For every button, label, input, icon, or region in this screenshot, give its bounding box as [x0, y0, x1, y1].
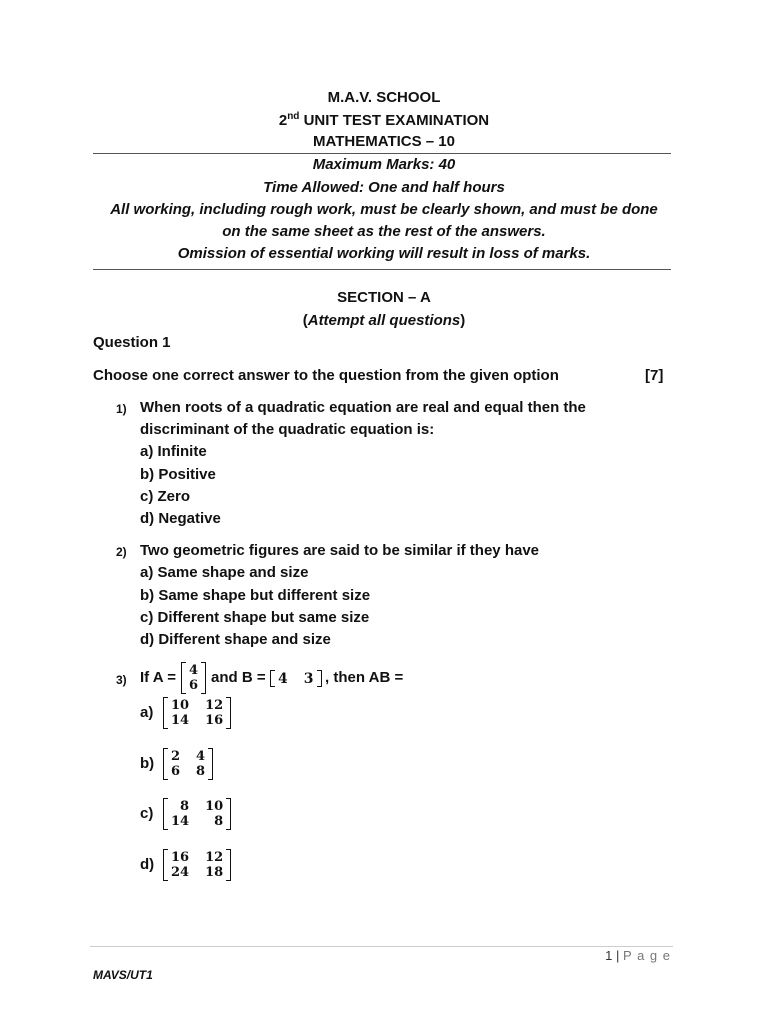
exam-ordinal: 2: [278, 112, 288, 129]
subject-title: MATHEMATICS – 10: [313, 133, 455, 150]
option: b) Positive: [140, 466, 216, 483]
header-divider-bottom: [93, 269, 671, 270]
bracket-right: [226, 798, 231, 830]
bracket-right: [201, 662, 206, 694]
item-text: When roots of a quadratic equation are real and equal then the: [140, 399, 586, 416]
option-label: b): [140, 755, 155, 772]
matrix-cell: 8: [180, 799, 190, 814]
question-title: Question 1: [93, 334, 171, 351]
option-label: a): [140, 704, 154, 721]
matrix-cell: 14: [171, 814, 190, 829]
matrix-cell: 6: [189, 678, 199, 693]
exam-title: [0, 111, 768, 129]
instruction-line-1: All working, including rough work, must be clearly shown, and must be done: [110, 201, 658, 218]
exam-title-text: UNIT TEST EXAMINATION: [299, 112, 490, 129]
matrix-a: [181, 662, 206, 694]
matrix-cell: 6: [171, 764, 181, 779]
item-number: 1): [116, 402, 127, 416]
option-matrix-c: [163, 798, 231, 830]
school-name: M.A.V. SCHOOL: [327, 89, 441, 106]
section-note-text: Attempt all questions: [307, 312, 461, 329]
matrix-cell: 4: [189, 663, 199, 678]
paren-open: (: [302, 312, 308, 329]
item-number: 2): [116, 545, 127, 559]
item-text: If A =: [140, 669, 176, 686]
option-label: d): [140, 856, 155, 873]
page-footer: [605, 948, 671, 963]
matrix-cell: 4: [196, 749, 206, 764]
matrix-cell: 3: [303, 670, 314, 687]
page-separator: |: [616, 948, 620, 963]
exam-ordinal-suffix: nd: [287, 111, 300, 122]
question-instruction: Choose one correct answer to the question from the given option: [93, 367, 559, 384]
section-title: SECTION – A: [337, 289, 431, 306]
matrix-cell: 8: [214, 814, 224, 829]
bracket-right: [226, 697, 231, 729]
document-code: MAVS/UT1: [93, 968, 153, 982]
option: d) Different shape and size: [140, 631, 331, 648]
item-text: and B =: [211, 669, 266, 686]
item-text: Two geometric figures are said to be similar if they have: [140, 542, 540, 559]
matrix-cell: 12: [205, 698, 224, 713]
matrix-cell: 4: [278, 670, 288, 687]
option: d) Negative: [140, 510, 221, 527]
matrix-cell: 10: [205, 799, 224, 814]
matrix-cell: 10: [171, 698, 190, 713]
matrix-cell: 8: [196, 764, 206, 779]
option-label: c): [140, 805, 154, 822]
matrix-cell: 14: [171, 713, 190, 728]
option: c) Zero: [140, 488, 191, 505]
matrix-cell: 18: [205, 865, 224, 880]
page-number: 1: [605, 948, 613, 963]
question-marks: [7]: [645, 367, 664, 384]
instruction-line-2: on the same sheet as the rest of the answers.: [222, 223, 546, 240]
max-marks: Maximum Marks: 40: [312, 156, 456, 173]
bracket-right: [317, 670, 322, 687]
matrix-cell: 16: [171, 850, 190, 865]
matrix-cell: 2: [171, 749, 181, 764]
item-text: , then AB =: [325, 669, 404, 686]
option: a) Infinite: [140, 443, 207, 460]
item-text: discriminant of the quadratic equation is:: [140, 421, 435, 438]
matrix-b: [270, 670, 322, 687]
option: b) Same shape but different size: [140, 587, 371, 604]
header-divider-top: [93, 153, 671, 154]
matrix-cell: 24: [171, 865, 190, 880]
section-note: [0, 312, 768, 329]
option: a) Same shape and size: [140, 564, 309, 581]
footer-divider: [90, 946, 673, 947]
page-word: P a g e: [623, 948, 671, 963]
item-number: 3): [116, 673, 127, 687]
instruction-line-3: Omission of essential working will result in loss of marks.: [177, 245, 591, 262]
time-allowed: Time Allowed: One and half hours: [263, 179, 505, 196]
option-matrix-a: [163, 697, 231, 729]
matrix-cell: 16: [205, 713, 224, 728]
matrix-cell: 12: [205, 850, 224, 865]
paren-close: ): [460, 312, 466, 329]
option: c) Different shape but same size: [140, 609, 370, 626]
option-matrix-b: [163, 748, 213, 780]
option-matrix-d: [163, 849, 231, 881]
bracket-right: [208, 748, 213, 780]
bracket-right: [226, 849, 231, 881]
